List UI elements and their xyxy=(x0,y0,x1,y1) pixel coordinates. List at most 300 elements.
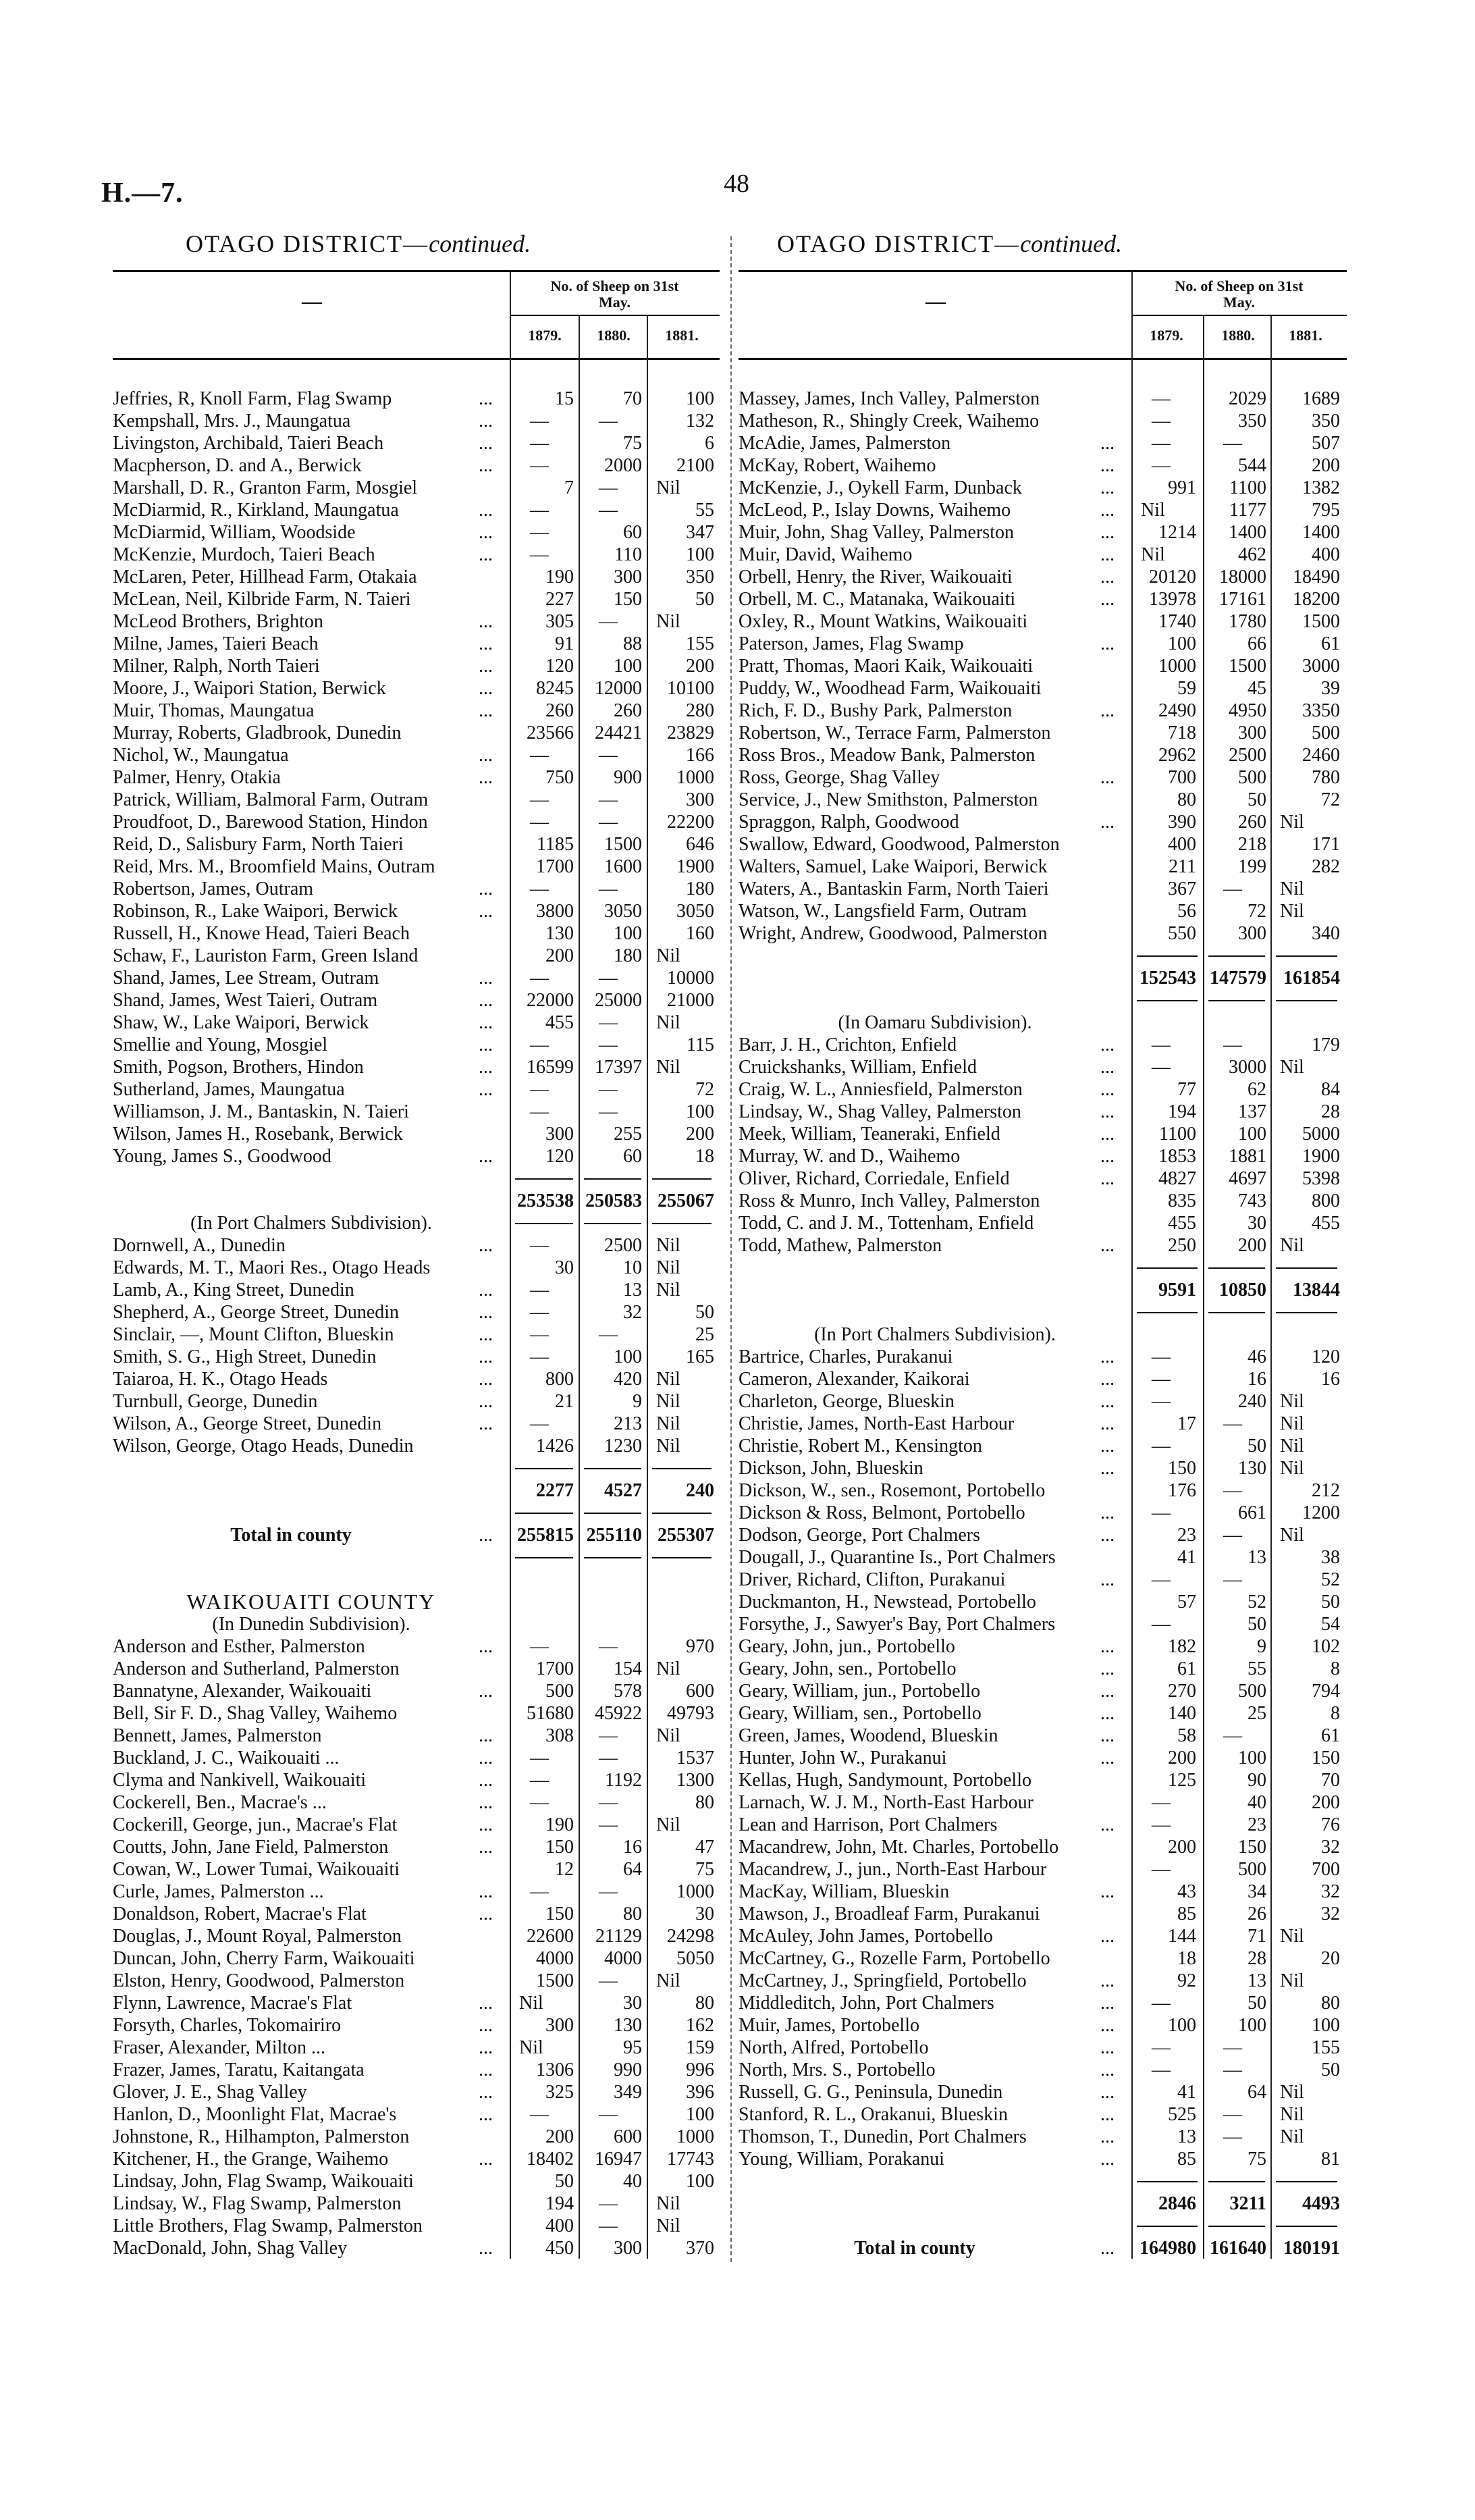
owner-name: Service, J., New Smithston, Palmerston xyxy=(739,789,1038,810)
value-1880: — xyxy=(599,411,618,431)
value-1880: 500 xyxy=(1238,767,1266,788)
table-row xyxy=(113,1947,720,1970)
value-1880: 180 xyxy=(614,945,642,966)
leader-dots: ... xyxy=(1100,1703,1115,1724)
leader-dots: ... xyxy=(1100,2238,1115,2259)
value-1879: — xyxy=(530,1034,549,1055)
table-row xyxy=(113,544,720,566)
owner-name: Murray, W. and D., Waihemo xyxy=(739,1146,961,1167)
owner-name: Little Brothers, Flag Swamp, Palmerston xyxy=(113,2215,423,2236)
owner-name: Larnach, W. J. M., North-East Harbour xyxy=(739,1792,1034,1813)
value-1881: 3000 xyxy=(1302,656,1340,677)
table-row xyxy=(739,1569,1347,1591)
table-row xyxy=(113,1301,720,1323)
table-row xyxy=(113,1101,720,1123)
leader-dots: ... xyxy=(1100,1034,1115,1055)
value-1879: 1214 xyxy=(1158,522,1196,543)
value-1879: 3800 xyxy=(536,901,574,922)
total-rule xyxy=(1276,1312,1337,1313)
value-1879: — xyxy=(530,2104,549,2125)
value-1881: 32 xyxy=(1321,1837,1340,1858)
table-row xyxy=(113,610,720,633)
value-1881: 16 xyxy=(1321,1369,1340,1390)
table-row xyxy=(739,1925,1347,1947)
owner-name: Barr, J. H., Crichton, Enfield xyxy=(739,1034,957,1055)
value-1881: 32 xyxy=(1321,1881,1340,1902)
value-1879: 12 xyxy=(555,1859,574,1880)
leader-dots: ... xyxy=(479,878,493,899)
table-row xyxy=(113,2014,720,2037)
value-1879: — xyxy=(530,1346,549,1367)
leader-dots: ... xyxy=(1100,1658,1115,1679)
value-1881: Nil xyxy=(1280,1436,1304,1456)
value-1881: 507 xyxy=(1312,433,1340,454)
value-1881: 200 xyxy=(686,1124,714,1145)
table-row xyxy=(739,1502,1347,1524)
value-1881: Nil xyxy=(656,1369,680,1390)
table-row xyxy=(739,454,1347,477)
owner-name: Forsyth, Charles, Tokomairiro xyxy=(113,2015,342,2036)
year-header: 1880. xyxy=(597,327,631,344)
table-row xyxy=(739,544,1347,566)
value-1880: 26 xyxy=(1248,1904,1266,1924)
value-1881: 5050 xyxy=(676,1948,714,1969)
owner-name: Taiaroa, H. K., Otago Heads xyxy=(113,1369,328,1390)
leader-dots: ... xyxy=(1100,2015,1115,2036)
value-1881: 70 xyxy=(1321,1770,1340,1791)
owner-name: Lindsay, W., Flag Swamp, Palmerston xyxy=(113,2193,402,2214)
value-1879: — xyxy=(1152,1859,1171,1880)
value-1881: 72 xyxy=(695,1079,714,1100)
value-1880: 218 xyxy=(1238,834,1266,855)
owner-name: McCartney, G., Rozelle Farm, Portobello xyxy=(739,1948,1050,1969)
leader-dots: ... xyxy=(479,1324,493,1345)
value-1880: 1192 xyxy=(605,1770,642,1791)
value-1880: 255110 xyxy=(586,1525,642,1546)
value-1880: 75 xyxy=(1248,2149,1266,2170)
value-1881: 21000 xyxy=(667,990,714,1011)
table-row xyxy=(113,1323,720,1346)
value-1880: 9 xyxy=(633,1391,642,1412)
value-1880: — xyxy=(599,789,618,810)
owner-name: Duckmanton, H., Newstead, Portobello xyxy=(739,1592,1036,1612)
leader-dots: ... xyxy=(1100,1681,1115,1702)
value-1880: 55 xyxy=(1248,1658,1266,1679)
value-1880: — xyxy=(1223,2104,1242,2125)
value-1881: 500 xyxy=(1312,723,1340,743)
leader-dots: ... xyxy=(479,990,493,1011)
owner-name: Flynn, Lawrence, Macrae's Flat xyxy=(113,1993,352,2014)
table-row xyxy=(113,2126,720,2148)
leader-dots: ... xyxy=(1100,589,1115,610)
value-1880: 2029 xyxy=(1229,388,1266,409)
leader-dots: ... xyxy=(1100,633,1115,654)
county-heading xyxy=(113,1591,720,1613)
value-1879: 150 xyxy=(1168,1458,1196,1479)
leader-dots: ... xyxy=(1100,1235,1115,1256)
table-row xyxy=(113,945,720,967)
owner-name: Jeffries, R, Knoll Farm, Flag Swamp xyxy=(113,388,392,409)
value-1879: 4000 xyxy=(536,1948,574,1969)
leader-dots: ... xyxy=(479,2082,493,2103)
value-1880: 4697 xyxy=(1229,1168,1266,1189)
table-row xyxy=(739,1212,1347,1234)
value-1880: 1780 xyxy=(1229,611,1266,632)
table-row xyxy=(739,1747,1347,1769)
value-1881: 10000 xyxy=(667,968,714,989)
leader-dots: ... xyxy=(479,1391,493,1412)
value-1879: — xyxy=(1152,2059,1171,2080)
table-row xyxy=(113,2081,720,2103)
table-row xyxy=(113,789,720,811)
total-row xyxy=(113,1524,720,1546)
leader-dots: ... xyxy=(479,388,493,409)
value-1880: 16 xyxy=(1248,1369,1266,1390)
table-row xyxy=(739,1390,1347,1413)
value-1881: 100 xyxy=(686,1101,714,1122)
value-1879: 56 xyxy=(1177,901,1196,922)
value-1879: 140 xyxy=(1168,1703,1196,1724)
value-1881: 32 xyxy=(1321,1904,1340,1924)
owner-name: Lindsay, W., Shag Valley, Palmerston xyxy=(739,1101,1021,1122)
value-1881: Nil xyxy=(656,1057,680,1078)
table-row xyxy=(113,432,720,454)
value-1880: — xyxy=(599,745,618,766)
leader-dots: ... xyxy=(1100,1146,1115,1167)
value-1881: Nil xyxy=(656,1814,680,1835)
table-row xyxy=(113,1012,720,1034)
value-1879: — xyxy=(1152,2037,1171,2058)
value-1880: 1177 xyxy=(1229,500,1266,521)
leader-dots: ... xyxy=(479,1837,493,1858)
table-row xyxy=(113,1903,720,1925)
total-rule xyxy=(1276,2181,1337,2182)
table-row xyxy=(739,521,1347,544)
value-1880: 154 xyxy=(614,1658,642,1679)
value-1881: Nil xyxy=(1280,1057,1304,1078)
table-row xyxy=(113,878,720,900)
owner-name: Geary, John, jun., Portobello xyxy=(739,1636,955,1657)
owner-name: Forsythe, J., Sawyer's Bay, Port Chalmers xyxy=(739,1614,1056,1635)
table-row xyxy=(113,2148,720,2170)
leader-dots: ... xyxy=(479,745,493,766)
owner-name: Christie, James, North-East Harbour xyxy=(739,1413,1015,1434)
value-1879: 500 xyxy=(545,1681,574,1702)
blank-column-header: — xyxy=(926,290,946,313)
value-1879: 200 xyxy=(1168,1837,1196,1858)
owner-name: Bennett, James, Palmerston xyxy=(113,1725,322,1746)
table-row xyxy=(739,1078,1347,1101)
value-1880: 260 xyxy=(1238,812,1266,833)
owner-name: Macandrew, John, Mt. Charles, Portobello xyxy=(739,1837,1059,1858)
table-row xyxy=(739,1413,1347,1435)
value-1879: 13 xyxy=(1177,2126,1196,2147)
table-row xyxy=(113,1635,720,1658)
value-1880: 50 xyxy=(1248,1614,1266,1635)
value-1880: 4000 xyxy=(604,1948,642,1969)
table-row xyxy=(739,1658,1347,1680)
owner-name: McLean, Neil, Kilbride Farm, N. Taieri xyxy=(113,589,411,610)
total-rule xyxy=(515,1178,573,1180)
value-1881: 20 xyxy=(1321,1948,1340,1969)
table-row xyxy=(739,1791,1347,1814)
value-1879: 58 xyxy=(1177,1725,1196,1746)
value-1879: 700 xyxy=(1168,767,1196,788)
value-1880: — xyxy=(599,477,618,498)
leader-dots: ... xyxy=(479,455,493,476)
value-1881: 161854 xyxy=(1283,968,1340,989)
value-1881: 162 xyxy=(686,2015,714,2036)
table-row xyxy=(113,1725,720,1747)
leader-dots: ... xyxy=(1100,1458,1115,1479)
table-row xyxy=(113,700,720,722)
value-1881: 1200 xyxy=(1302,1502,1340,1523)
subdivision-heading xyxy=(113,1613,720,1635)
value-1881: Nil xyxy=(1280,1235,1304,1256)
value-1881: 24298 xyxy=(667,1926,714,1947)
table-row xyxy=(739,1702,1347,1725)
value-1881: 179 xyxy=(1312,1034,1340,1055)
table-row xyxy=(739,2081,1347,2103)
total-rule xyxy=(1276,1267,1337,1269)
owner-name: Shand, James, Lee Stream, Outram xyxy=(113,968,379,989)
value-1881: 54 xyxy=(1321,1614,1340,1635)
owner-name: Dickson, W., sen., Rosemont, Portobello xyxy=(739,1480,1046,1501)
subdivision-title: (In Dunedin Subdivision). xyxy=(212,1614,410,1635)
owner-name: Geary, John, sen., Portobello xyxy=(739,1658,957,1679)
header-top-rule xyxy=(113,270,720,272)
table-row xyxy=(739,1613,1347,1635)
leader-dots: ... xyxy=(479,2037,493,2058)
owner-name: MacDonald, John, Shag Valley xyxy=(113,2238,348,2259)
value-1879: 300 xyxy=(545,2015,574,2036)
value-1879: — xyxy=(530,455,549,476)
owner-name: McLeod Brothers, Brighton xyxy=(113,611,323,632)
table-row xyxy=(739,388,1347,410)
total-rule xyxy=(1208,955,1265,957)
owner-name: Turnbull, George, Dunedin xyxy=(113,1391,318,1412)
owner-name: Murray, Roberts, Gladbrook, Dunedin xyxy=(113,723,402,743)
value-1880: 100 xyxy=(1238,2015,1266,2036)
value-1879: — xyxy=(530,500,549,521)
value-1880: 110 xyxy=(614,544,642,565)
value-1881: 100 xyxy=(686,2104,714,2125)
value-1879: 991 xyxy=(1168,477,1196,498)
total-row xyxy=(739,2237,1347,2259)
owner-name: Bartrice, Charles, Purakanui xyxy=(739,1346,953,1367)
table-row xyxy=(739,722,1347,744)
owner-name: Schaw, F., Lauriston Farm, Green Island xyxy=(113,945,419,966)
table-row xyxy=(739,1234,1347,1257)
leader-dots: ... xyxy=(479,1057,493,1078)
value-1879: 43 xyxy=(1177,1881,1196,1902)
owner-name: Patrick, William, Balmoral Farm, Outram xyxy=(113,789,429,810)
year-header: 1881. xyxy=(665,327,699,344)
subtotal-row xyxy=(113,1479,720,1502)
value-1879: 260 xyxy=(545,700,574,721)
value-1879: 211 xyxy=(1169,856,1196,877)
value-1879: 800 xyxy=(545,1369,574,1390)
owner-name: Cockerell, Ben., Macrae's ... xyxy=(113,1792,327,1813)
value-1881: Nil xyxy=(656,1280,680,1301)
value-1881: 255307 xyxy=(658,1525,714,1546)
value-1880: 300 xyxy=(614,567,642,587)
value-1880: 12000 xyxy=(595,678,642,699)
value-1881: 49793 xyxy=(667,1703,714,1724)
value-1879: 194 xyxy=(1168,1101,1196,1122)
owner-name: Kellas, Hugh, Sandymount, Portobello xyxy=(739,1770,1031,1791)
owner-name: Fraser, Alexander, Milton ... xyxy=(113,2037,326,2058)
table-row xyxy=(739,2014,1347,2037)
value-1881: Nil xyxy=(656,1391,680,1412)
value-1879: 1000 xyxy=(1158,656,1196,677)
value-1880: — xyxy=(599,1792,618,1813)
value-1879: 1853 xyxy=(1158,1146,1196,1167)
value-1880: 100 xyxy=(1238,1748,1266,1768)
leader-dots: ... xyxy=(1100,812,1115,833)
table-row xyxy=(739,410,1347,432)
value-1881: 23829 xyxy=(667,723,714,743)
value-1880: 661 xyxy=(1238,1502,1266,1523)
value-1879: 120 xyxy=(545,656,574,677)
value-1879: 152543 xyxy=(1139,968,1196,989)
total-rule xyxy=(1276,2226,1337,2227)
owner-name: Mawson, J., Broadleaf Farm, Purakanui xyxy=(739,1904,1040,1924)
value-1879: 450 xyxy=(545,2238,574,2259)
value-1881: 280 xyxy=(686,700,714,721)
subtotal-row xyxy=(739,1279,1347,1301)
value-1879: 22000 xyxy=(527,990,574,1011)
leader-dots: ... xyxy=(479,1525,493,1546)
value-1879: 164980 xyxy=(1139,2238,1196,2259)
value-1879: 50 xyxy=(555,2171,574,2192)
value-1881: Nil xyxy=(656,1436,680,1456)
subdivision-title: (In Oamaru Subdivision). xyxy=(838,1012,1032,1033)
value-1881: 1000 xyxy=(676,2126,714,2147)
value-1879: 144 xyxy=(1168,1926,1196,1947)
table-row xyxy=(739,477,1347,499)
table-row xyxy=(113,1034,720,1056)
table-row xyxy=(739,1725,1347,1747)
value-1880: 3050 xyxy=(604,901,642,922)
owner-name: Buckland, J. C., Waikouaiti ... xyxy=(113,1748,340,1768)
owner-name: Geary, William, jun., Portobello xyxy=(739,1681,981,1702)
value-1880: 4950 xyxy=(1229,700,1266,721)
table-row xyxy=(113,2037,720,2059)
owner-name: Paterson, James, Flag Swamp xyxy=(739,633,964,654)
value-1880: — xyxy=(599,968,618,989)
value-1881: 102 xyxy=(1312,1636,1340,1657)
value-1879: 200 xyxy=(1168,1748,1196,1768)
value-1881: 22200 xyxy=(667,812,714,833)
value-1880: — xyxy=(1223,1725,1242,1746)
value-1880: 25 xyxy=(1248,1703,1266,1724)
value-1879: — xyxy=(530,1280,549,1301)
value-1879: — xyxy=(1152,1436,1171,1456)
leader-dots: ... xyxy=(1100,522,1115,543)
title-main: OTAGO DISTRICT— xyxy=(777,230,1021,257)
value-1880: 578 xyxy=(614,1681,642,1702)
owner-name: McKay, Robert, Waihemo xyxy=(739,455,936,476)
value-1880: 2500 xyxy=(1229,745,1266,766)
value-1880: 24421 xyxy=(595,723,642,743)
table-row xyxy=(113,410,720,432)
value-1881: 10100 xyxy=(667,678,714,699)
table-row xyxy=(113,967,720,989)
value-1881: Nil xyxy=(1280,878,1304,899)
owner-name: Cruickshanks, William, Enfield xyxy=(739,1057,977,1078)
subtotal-row xyxy=(739,967,1347,989)
owner-name: Anderson and Sutherland, Palmerston xyxy=(113,1658,400,1679)
value-1880: 100 xyxy=(1238,1124,1266,1145)
value-1880: — xyxy=(1223,2126,1242,2147)
value-1879: 130 xyxy=(545,923,574,944)
value-1879: 1185 xyxy=(537,834,574,855)
table-row xyxy=(739,1992,1347,2014)
table-row xyxy=(113,1368,720,1390)
table-row xyxy=(739,1123,1347,1145)
owner-name: Cowan, W., Lower Tumai, Waikouaiti xyxy=(113,1859,400,1880)
value-1879: 200 xyxy=(545,2126,574,2147)
owner-name: Spraggon, Ralph, Goodwood xyxy=(739,812,959,833)
table-row xyxy=(113,1791,720,1814)
value-1881: 2100 xyxy=(676,455,714,476)
value-1881: 1537 xyxy=(676,1748,714,1768)
value-1881: Nil xyxy=(1280,1926,1304,1947)
value-1881: 3050 xyxy=(676,901,714,922)
table-row xyxy=(739,1814,1347,1836)
value-1880: — xyxy=(1223,1569,1242,1590)
owner-name: Edwards, M. T., Maori Res., Otago Heads xyxy=(113,1257,431,1278)
owner-name: MacKay, William, Blueskin xyxy=(739,1881,950,1902)
table-row xyxy=(739,1836,1347,1858)
value-1879: — xyxy=(1152,1502,1171,1523)
value-1880: — xyxy=(599,2193,618,2214)
value-1879: 270 xyxy=(1168,1681,1196,1702)
value-1879: 227 xyxy=(545,589,574,610)
value-1879: — xyxy=(530,1748,549,1768)
table-row xyxy=(113,2237,720,2259)
value-1881: 30 xyxy=(695,1904,714,1924)
leader-dots: ... xyxy=(479,1748,493,1768)
value-1880: 2500 xyxy=(604,1235,642,1256)
value-1880: — xyxy=(599,812,618,833)
total-rule xyxy=(1137,955,1198,957)
value-1880: 1600 xyxy=(604,856,642,877)
owner-name: Hanlon, D., Moonlight Flat, Macrae's xyxy=(113,2104,397,2125)
owner-name: Young, James S., Goodwood xyxy=(113,1146,331,1167)
owner-name: Bannatyne, Alexander, Waikouaiti xyxy=(113,1681,372,1702)
owner-name: Moore, J., Waipori Station, Berwick xyxy=(113,678,386,699)
leader-dots: ... xyxy=(479,1904,493,1924)
value-1881: 39 xyxy=(1321,678,1340,699)
owner-name: Swallow, Edward, Goodwood, Palmerston xyxy=(739,834,1060,855)
value-1879: — xyxy=(530,1079,549,1100)
table-row xyxy=(739,878,1347,900)
value-1880: 18000 xyxy=(1219,567,1266,587)
owner-name: Pratt, Thomas, Maori Kaik, Waikouaiti xyxy=(739,656,1034,677)
value-1880: 300 xyxy=(614,2238,642,2259)
value-1879: 22600 xyxy=(527,1926,574,1947)
value-1881: 200 xyxy=(686,656,714,677)
value-1880: 544 xyxy=(1238,455,1266,476)
value-1880: — xyxy=(1223,878,1242,899)
value-1880: 100 xyxy=(614,923,642,944)
value-1881: 255067 xyxy=(658,1190,714,1211)
owner-name: Russell, G. G., Peninsula, Dunedin xyxy=(739,2082,1003,2103)
value-1879: — xyxy=(1152,1391,1171,1412)
value-1881: 100 xyxy=(686,544,714,565)
